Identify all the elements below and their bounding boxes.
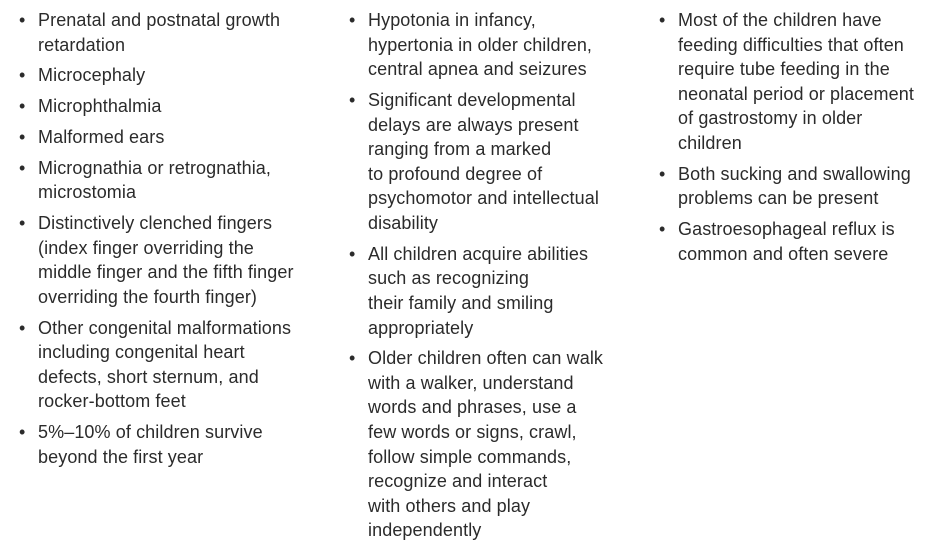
- bullet-icon: •: [19, 96, 26, 117]
- list-item: [656, 8, 942, 156]
- list-item-text: Distinctively clenched fingers (index finger overriding the middle finger and the fifth finger overriding the fourth finger): [38, 213, 294, 307]
- list-item: [16, 94, 334, 119]
- list-item: [16, 316, 334, 414]
- bullet-icon: •: [349, 348, 356, 369]
- list-item-text: Hypotonia in infancy, hypertonia in older children, central apnea and seizures: [368, 10, 593, 80]
- list-item: [16, 420, 334, 469]
- bullet-icon: •: [349, 10, 356, 30]
- list-item: [346, 88, 636, 236]
- list-item: [16, 156, 334, 205]
- bullet-icon: •: [19, 10, 26, 30]
- list-item-text: Gastroesophageal reflux is common and often severe: [678, 219, 895, 264]
- bullet-icon: •: [19, 65, 26, 86]
- list-item-text: Micrognathia or retrognathia, microstomia: [38, 157, 272, 203]
- bullet-icon: •: [349, 89, 356, 110]
- list-item-text: Significant developmental delays are always present ranging from a marked to profound degree of psychomotor and intellectual disability: [368, 89, 599, 233]
- bullet-icon: •: [19, 422, 26, 443]
- list-item: [656, 217, 942, 266]
- bullet-icon: •: [659, 10, 666, 30]
- list-item-text: Both sucking and swallowing problems can be present: [678, 163, 911, 209]
- list-item-text: All children acquire abilities such as recognizing their family and smiling appropriately: [368, 243, 589, 338]
- bullet-icon: •: [19, 126, 26, 147]
- list-item-text: Malformed ears: [38, 126, 165, 147]
- list-item: [346, 242, 636, 340]
- bullet-icon: •: [349, 243, 356, 264]
- column-neurodevelopment: [346, 8, 636, 549]
- bullet-icon: •: [19, 213, 26, 234]
- list-item: [16, 125, 334, 150]
- bullet-icon: •: [659, 163, 666, 184]
- column-feeding: [656, 8, 942, 273]
- list-item-text: Older children often can walk with a walker, understand words and phrases, use a few words or signs, crawl, follow simple commands, recognize and interact with others and play independently: [368, 348, 604, 541]
- list-item-text: Microcephaly: [38, 65, 146, 86]
- bullet-icon: •: [19, 317, 26, 338]
- list-item: [16, 8, 334, 57]
- list-item-text: Other congenital malformations including congenital heart defects, short sternum, and rocker-bottom feet: [38, 317, 292, 412]
- list-item: [346, 346, 636, 543]
- list-item-text: Microphthalmia: [38, 96, 162, 117]
- bullet-icon: •: [659, 219, 666, 240]
- list-item-text: Prenatal and postnatal growth retardation: [38, 10, 281, 55]
- list-item: [346, 8, 636, 82]
- column-growth-and-malformations: [16, 8, 334, 476]
- list-item-text: Most of the children have feeding difficulties that often require tube feeding in the neonatal period or placement of gastrostomy in older children: [678, 10, 914, 153]
- list-item: [16, 63, 334, 88]
- list-item: [16, 211, 334, 309]
- list-item-text: 5%–10% of children survive beyond the first year: [38, 422, 263, 467]
- list-item: [656, 162, 942, 211]
- bullet-icon: •: [19, 157, 26, 178]
